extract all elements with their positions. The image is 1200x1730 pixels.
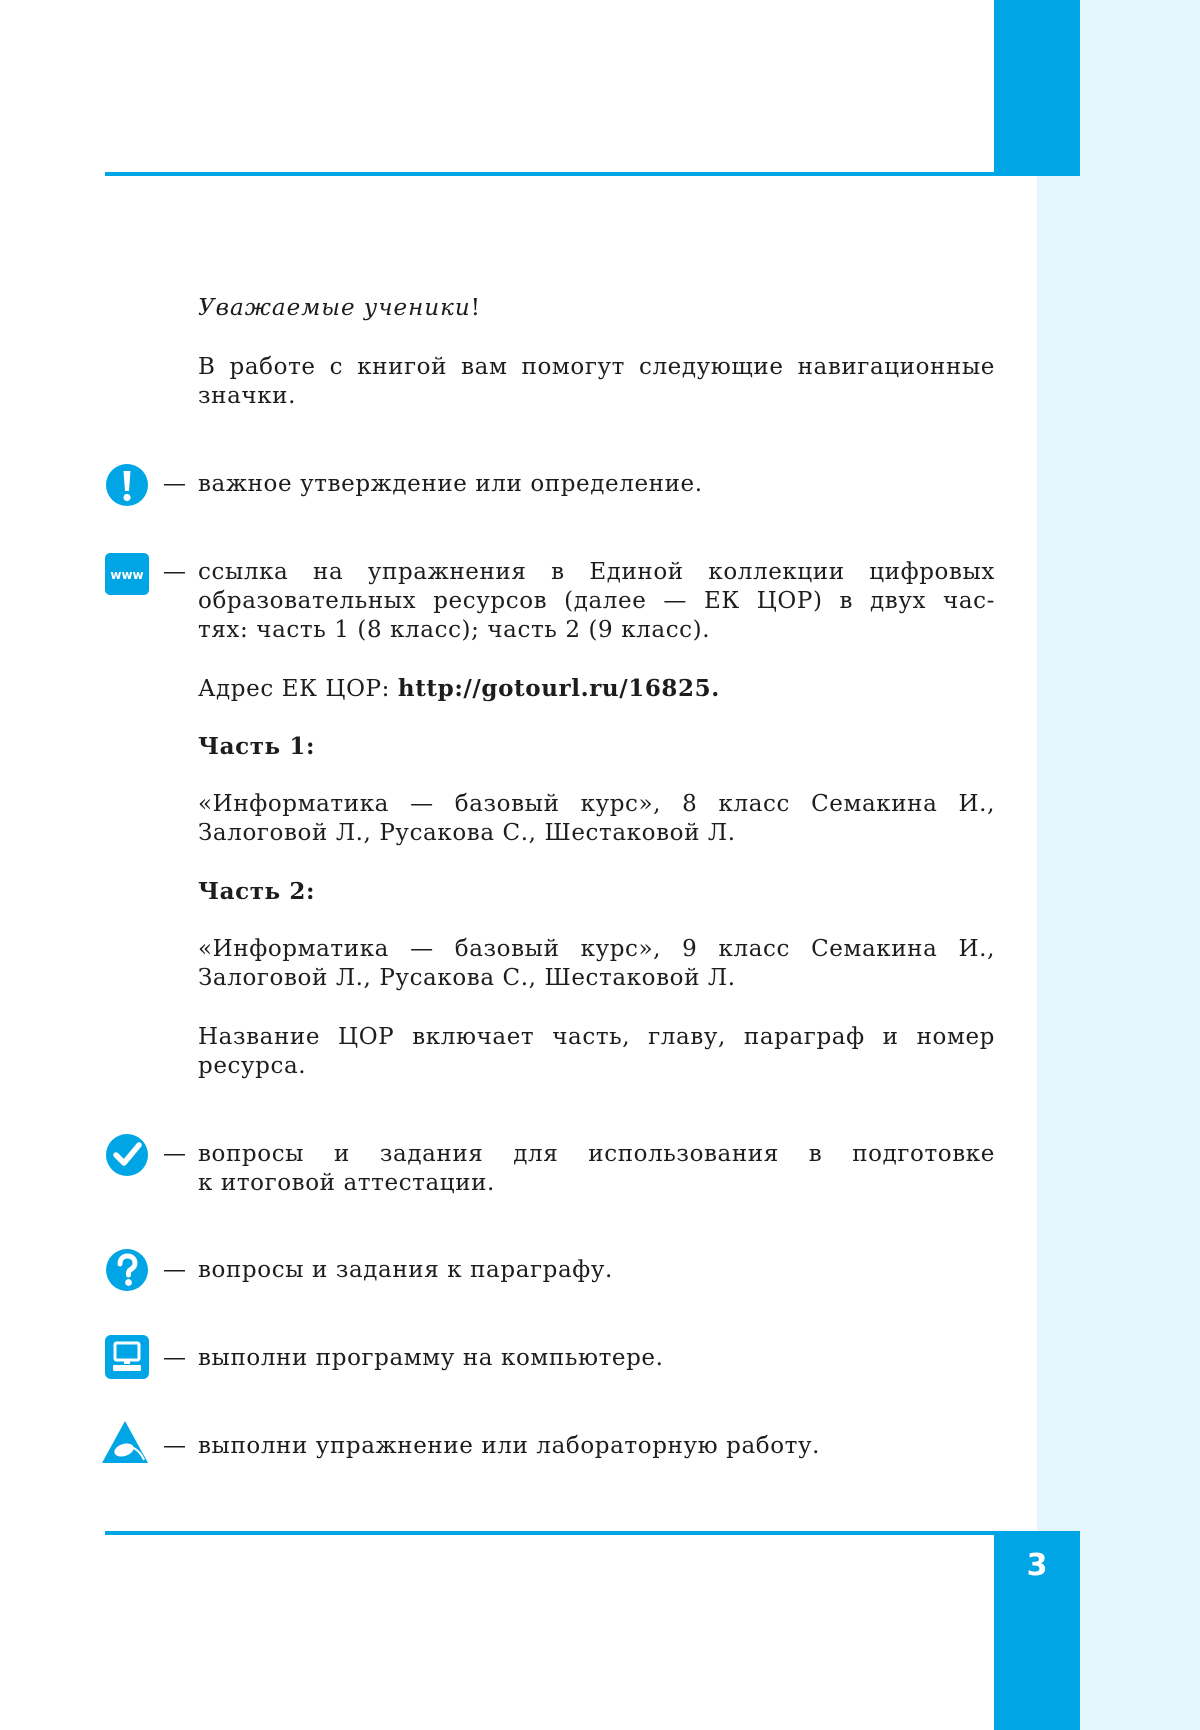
link-line-2: образовательных ресурсов (далее — ЕК ЦОР) в двух час- [198, 588, 995, 614]
resource-name-line-2: ресурса. [198, 1053, 307, 1079]
dash: — [163, 1257, 186, 1283]
resource-name-line-1: Название ЦОР включает часть, главу, параграф и номер [198, 1024, 995, 1050]
www-icon [105, 553, 149, 595]
part2-heading: Часть 2: [198, 878, 316, 905]
dash: — [163, 1141, 186, 1167]
part2-line-1: «Информатика — базовый курс», 9 класс Семакина И., [198, 936, 995, 962]
greeting-text: Уважаемые ученики [198, 295, 471, 321]
exercise-text: выполни упражнение или лабораторную работу. [198, 1433, 821, 1459]
dash: — [163, 1433, 186, 1459]
footer-rule [105, 1531, 1080, 1535]
www-icon-label: www [110, 568, 144, 582]
dash: — [163, 471, 186, 497]
part1-line-1: «Информатика — базовый курс», 8 класс Семакина И., [198, 791, 995, 817]
part1-heading: Часть 1: [198, 733, 316, 760]
computer-text: выполни программу на компьютере. [198, 1345, 664, 1371]
intro-line-1: В работе с книгой вам помогут следующие навигационные [198, 354, 995, 380]
right-margin-band [1037, 0, 1200, 1730]
link-line-3: тях: часть 1 (8 класс); часть 2 (9 класс). [198, 617, 711, 643]
address-url[interactable]: http://gotourl.ru/16825. [397, 675, 720, 702]
header-rule [105, 172, 1080, 176]
question-icon [105, 1248, 149, 1292]
important-text: важное утверждение или определение. [198, 471, 703, 497]
address-line [198, 674, 995, 704]
dash: — [163, 1345, 186, 1371]
part1-line-2: Залоговой Л., Русакова С., Шестаковой Л. [198, 820, 736, 846]
check-line-2: к итоговой аттестации. [198, 1170, 495, 1196]
intro-line-2: значки. [198, 383, 297, 409]
page-number: 3 [1026, 1548, 1048, 1583]
address-label: Адрес ЕК ЦОР: [198, 676, 390, 702]
part2-line-2: Залоговой Л., Русакова С., Шестаковой Л. [198, 965, 736, 991]
computer-icon [105, 1335, 149, 1379]
checkmark-icon [105, 1133, 149, 1177]
link-line-1: ссылка на упражнения в Единой коллекции цифровых [198, 559, 995, 585]
computer-mouse-icon [101, 1420, 149, 1464]
dash: — [163, 559, 186, 585]
check-line-1: вопросы и задания для использования в подготовке [198, 1141, 995, 1167]
exclamation-icon [105, 463, 149, 507]
top-color-tab [994, 0, 1080, 176]
greeting-mark: ! [470, 295, 481, 321]
question-text: вопросы и задания к параграфу. [198, 1257, 613, 1283]
greeting [198, 294, 995, 323]
